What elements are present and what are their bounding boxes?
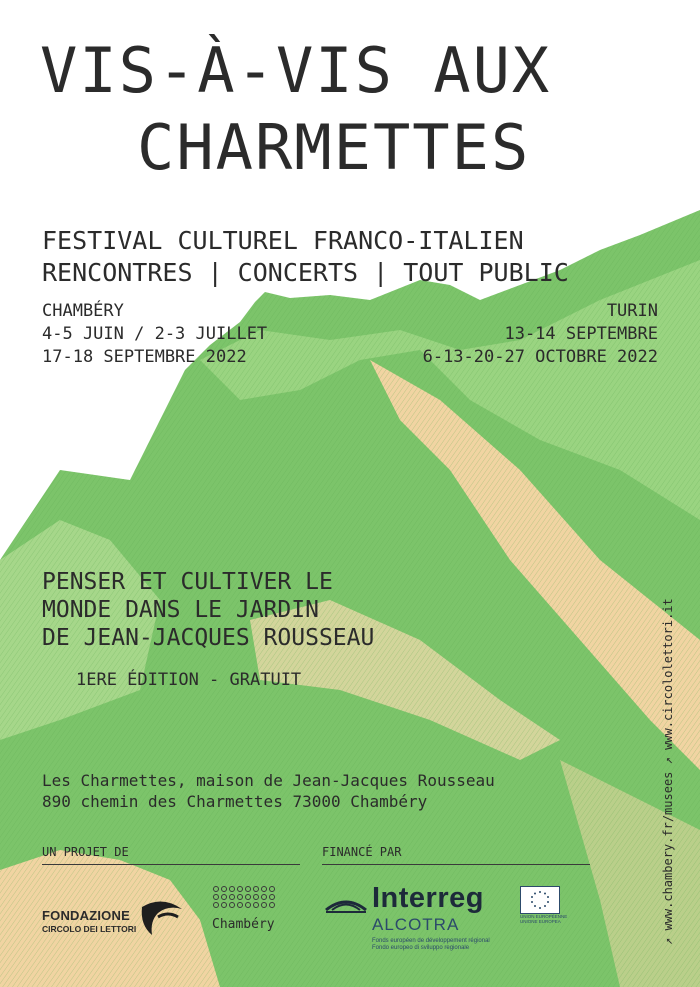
- chambery-logo: [212, 885, 282, 932]
- title-line-2: CHARMETTES: [137, 111, 531, 184]
- fondazione-symbol-icon: [138, 895, 186, 939]
- chambery-dates-1: 4-5 JUIN / 2-3 JUILLET: [42, 324, 268, 344]
- theme-line-2: MONDE DANS LE JARDIN: [42, 597, 319, 623]
- turin-city: TURIN: [606, 301, 658, 321]
- subtitle-line-1: FESTIVAL CULTUREL FRANCO-ITALIEN: [42, 226, 524, 255]
- title-line-1: VIS-À-VIS AUX: [40, 34, 552, 107]
- turin-dates: [423, 300, 658, 369]
- interreg-logo: [372, 882, 490, 952]
- alcotra-name: ALCOTRA: [372, 915, 460, 934]
- websites-vertical[interactable]: ↗ www.chambery.fr/musees ↗ www.circololettori.it: [661, 598, 675, 945]
- eu-caption: UNION EUROPÉENNE UNIONE EUROPEA: [520, 914, 568, 924]
- subtitle-line-2: RENCONTRES | CONCERTS | TOUT PUBLIC: [42, 258, 569, 287]
- interreg-arc-icon: [324, 892, 368, 914]
- address-line-1: Les Charmettes, maison de Jean-Jacques Rousseau: [42, 771, 495, 790]
- fondazione-subname: CIRCOLO DEI LETTORI: [42, 924, 137, 934]
- divider-projet: [42, 864, 300, 865]
- chambery-city: CHAMBÉRY: [42, 301, 124, 321]
- theme-text: [42, 568, 374, 652]
- edition-label: 1ERE ÉDITION - GRATUIT: [76, 670, 302, 690]
- theme-line-3: DE JEAN-JACQUES ROUSSEAU: [42, 625, 375, 651]
- address: [42, 770, 495, 812]
- chambery-dates: [42, 300, 267, 369]
- turin-dates-1: 13-14 SEPTEMBRE: [504, 324, 658, 344]
- fondazione-logo: [42, 908, 136, 934]
- interreg-fund: [372, 938, 490, 952]
- interreg-fund-1: Fonds européen de développement régional: [372, 938, 490, 944]
- turin-dates-2: 6-13-20-27 OCTOBRE 2022: [422, 347, 658, 367]
- eu-flag-icon: [520, 886, 560, 914]
- interreg-name: Interreg: [372, 882, 484, 914]
- finance-label: FINANCÉ PAR: [322, 845, 402, 859]
- address-line-2: 890 chemin des Charmettes 73000 Chambéry: [42, 792, 428, 811]
- divider-finance: [322, 864, 590, 865]
- chambery-dates-2: 17-18 SEPTEMBRE 2022: [42, 347, 247, 367]
- chambery-dots-icon: [212, 885, 282, 915]
- projet-label: UN PROJET DE: [42, 845, 129, 859]
- fondazione-name: FONDAZIONE: [42, 908, 130, 923]
- theme-line-1: PENSER ET CULTIVER LE: [42, 569, 333, 595]
- interreg-fund-2: Fondo europeo di sviluppo regionale: [372, 945, 470, 951]
- chambery-logo-text: Chambéry: [212, 917, 275, 932]
